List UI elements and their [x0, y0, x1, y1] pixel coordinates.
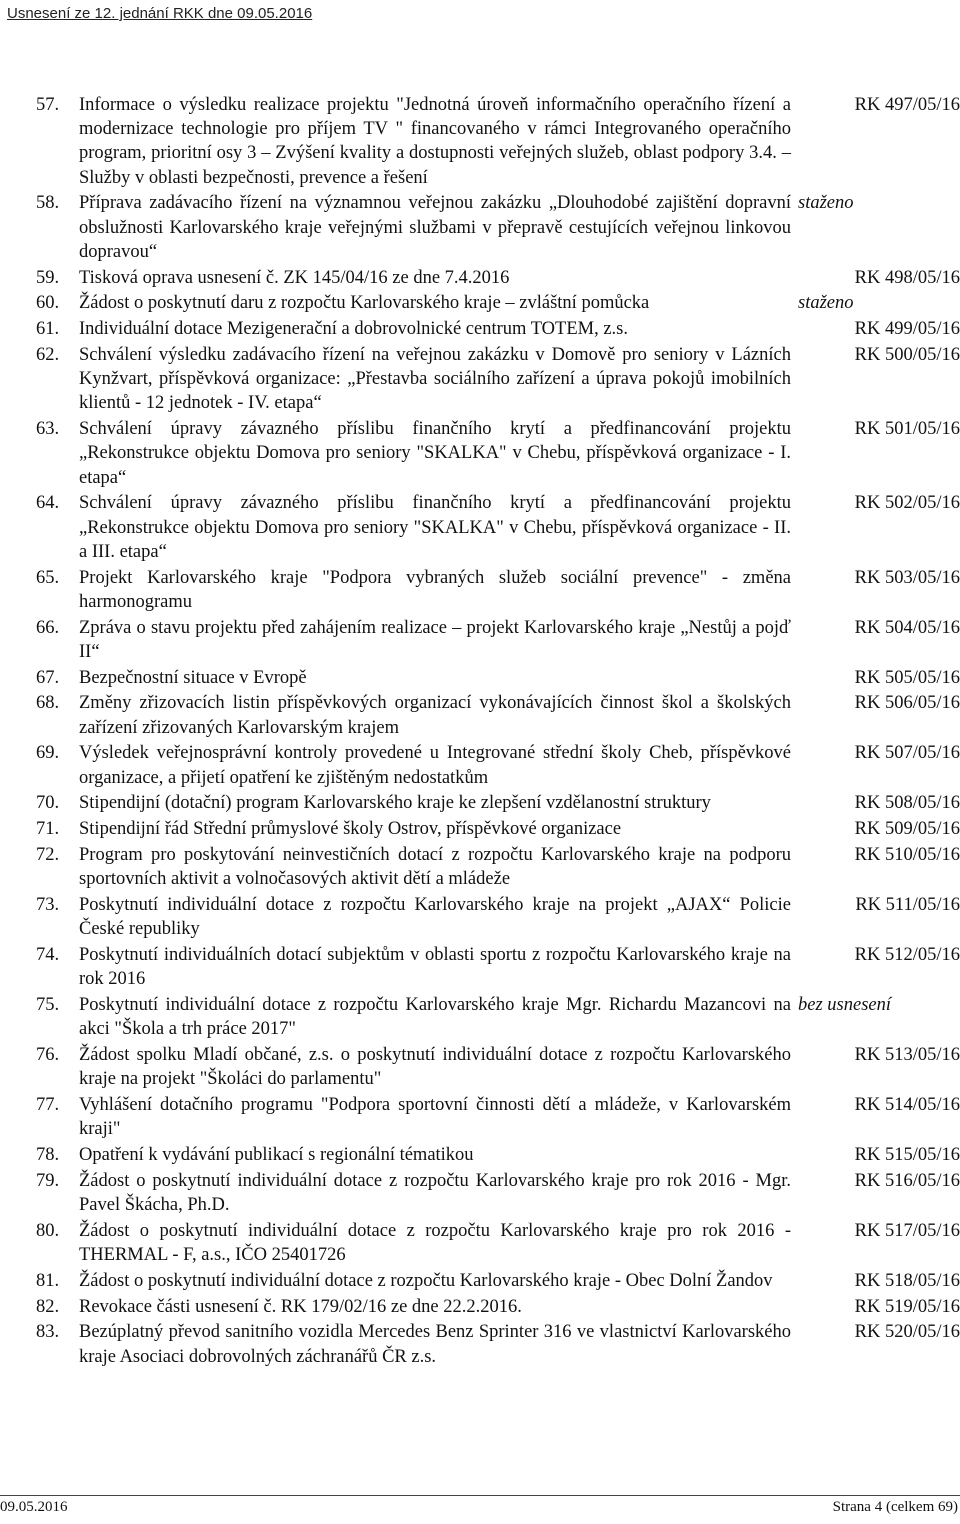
list-item: [36, 317, 960, 341]
item-text: Projekt Karlovarského kraje "Podpora vybraných služeb sociální prevence" - změna harmonogramu: [79, 567, 791, 612]
list-item: [36, 1219, 960, 1267]
item-resolution-ref: RK 513/05/16: [854, 1045, 960, 1065]
item-text: Schválení úpravy závazného příslibu finančního krytí a předfinancování projektu „Rekonstrukce objektu Domova pro seniory "SKALKA" v Chebu, příspěvková organizace - II. a III. etapa“: [79, 493, 791, 562]
item-resolution-ref: RK 517/05/16: [854, 1220, 960, 1241]
item-text: Žádost spolku Mladí občané, z.s. o poskytnutí individuální dotace z rozpočtu Karlovarského kraje na projekt "Školáci do parlamentu": [79, 1045, 791, 1090]
item-text: Příprava zadávacího řízení na významnou veřejnou zakázku „Dlouhodobé zajištění dopravní obslužnosti Karlovarského kraje veřejnými službami v přepravě cestujících veřejnou linkovou dopravou“: [79, 193, 791, 262]
item-text: Schválení úpravy závazného příslibu finančního krytí a předfinancování projektu „Rekonstrukce objektu Domova pro seniory "SKALKA" v Chebu, příspěvková organizace - I. etapa“: [79, 419, 791, 488]
item-number: 66.: [36, 617, 60, 638]
item-number: 64.: [36, 493, 60, 514]
item-number: 60.: [36, 293, 60, 314]
footer-date: 09.05.2016: [0, 1499, 68, 1515]
list-item: [36, 1295, 960, 1319]
item-number: 79.: [36, 1170, 60, 1191]
item-number: 75.: [36, 995, 60, 1015]
item-text: Revokace části usnesení č. RK 179/02/16 ze dne 22.2.2016.: [79, 1296, 522, 1317]
list-item: [36, 417, 960, 490]
item-text: Schválení výsledku zadávacího řízení na veřejnou zakázku v Domově pro seniory v Lázních Kynžvart, příspěvková organizace: „Přestavba sociálního zařízení a úprava pokojů imobilních klientů - 12 jednotek - IV. etapa“: [79, 345, 791, 414]
item-text: Informace o výsledku realizace projektu "Jednotná úroveň informačního operačního řízení a modernizace technologie pro příjem TV " financovaného v rámci Integrovaného operačního program, prioritní osy 3 – Zvýšení kvality a dostupnosti veřejných služeb, oblast podpory 3.4. – Služby v oblasti bezpečnosti, prevence a řešení: [79, 95, 791, 188]
item-resolution-ref: RK 505/05/16: [854, 667, 960, 688]
item-number: 69.: [36, 743, 60, 764]
item-resolution-ref: RK 516/05/16: [854, 1170, 960, 1191]
item-text: Tisková oprava usnesení č. ZK 145/04/16 ze dne 7.4.2016: [79, 267, 510, 288]
list-item: [36, 691, 960, 739]
item-number: 63.: [36, 419, 60, 440]
item-number: 73.: [36, 895, 60, 915]
list-item: [36, 93, 960, 190]
list-item: [36, 943, 960, 991]
item-text: Individuální dotace Mezigenerační a dobrovolnické centrum TOTEM, z.s.: [79, 319, 629, 340]
item-resolution-ref: RK 502/05/16: [854, 493, 960, 514]
item-text: Výsledek veřejnosprávní kontroly provedené u Integrované střední školy Cheb, příspěvkové organizace, a přijetí opatření ke zjištěným nedostatkům: [79, 743, 791, 788]
item-resolution-ref: RK 497/05/16: [854, 95, 960, 115]
item-resolution-ref: RK 520/05/16: [854, 1322, 960, 1343]
item-text: Stipendijní řád Střední průmyslové školy Ostrov, příspěvkové organizace: [79, 819, 622, 840]
item-resolution-ref: RK 506/05/16: [854, 693, 960, 714]
item-resolution-ref: RK 511/05/16: [855, 895, 960, 915]
item-resolution-ref: RK 504/05/16: [854, 617, 960, 638]
list-item: [36, 1169, 960, 1217]
resolution-list: [36, 93, 960, 1370]
list-item: [36, 343, 960, 416]
list-item: [36, 741, 960, 789]
item-resolution-ref: RK 500/05/16: [854, 345, 960, 365]
item-resolution-ref: RK 509/05/16: [854, 819, 960, 840]
item-number: 57.: [36, 95, 60, 115]
item-number: 70.: [36, 793, 60, 814]
page-header: [0, 0, 960, 30]
item-text: Žádost o poskytnutí individuální dotace z rozpočtu Karlovarského kraje pro rok 2016 - THERMAL - F, a.s., IČO 25401726: [79, 1220, 791, 1265]
list-item: [36, 1320, 960, 1368]
item-text: Žádost o poskytnutí individuální dotace z rozpočtu Karlovarského kraje pro rok 2016 - Mgr. Pavel Škácha, Ph.D.: [79, 1170, 791, 1215]
item-resolution-ref: RK 519/05/16: [854, 1296, 960, 1317]
item-resolution-ref: bez usnesení: [798, 995, 891, 1015]
item-text: Žádost o poskytnutí daru z rozpočtu Karlovarského kraje – zvláštní pomůcka: [79, 293, 650, 314]
item-number: 72.: [36, 845, 60, 865]
item-resolution-ref: RK 507/05/16: [854, 743, 960, 764]
page-footer: [0, 1495, 960, 1524]
item-number: 67.: [36, 667, 60, 688]
item-resolution-ref: RK 499/05/16: [854, 319, 960, 340]
list-item: [36, 843, 960, 891]
header-title: Usnesení ze 12. jednání RKK dne 09.05.2016: [7, 5, 313, 22]
item-text: Poskytnutí individuální dotace z rozpočtu Karlovarského kraje Mgr. Richardu Mazancovi na akci "Škola a trh práce 2017": [79, 995, 791, 1040]
item-resolution-ref: staženo: [798, 293, 854, 314]
item-text: Program pro poskytování neinvestičních dotací z rozpočtu Karlovarského kraje na podporu sportovních aktivit a volnočasových aktivit dětí a mládeže: [79, 845, 791, 890]
list-item: [36, 666, 960, 690]
item-number: 82.: [36, 1296, 60, 1317]
list-item: [36, 817, 960, 841]
item-number: 80.: [36, 1220, 60, 1241]
item-number: 58.: [36, 193, 60, 214]
item-text: Poskytnutí individuální dotace z rozpočtu Karlovarského kraje na projekt „AJAX“ Policie České republiky: [79, 895, 791, 940]
list-item: [36, 291, 960, 315]
list-item: [36, 1143, 960, 1167]
item-text: Změny zřizovacích listin příspěvkových organizací vykonávajících činnost škol a školských zařízení zřizovaných Karlovarským krajem: [79, 693, 791, 738]
item-resolution-ref: RK 498/05/16: [854, 267, 960, 288]
list-item: [36, 1093, 960, 1141]
list-item: [36, 266, 960, 290]
item-text: Vyhlášení dotačního programu "Podpora sportovní činnosti dětí a mládeže, v Karlovarském kraji": [79, 1095, 791, 1140]
list-item: [36, 893, 960, 941]
item-number: 59.: [36, 267, 60, 288]
item-text: Poskytnutí individuálních dotací subjektům v oblasti sportu z rozpočtu Karlovarského kraje na rok 2016: [79, 945, 791, 990]
item-resolution-ref: RK 510/05/16: [854, 845, 960, 865]
item-number: 81.: [36, 1270, 60, 1291]
item-number: 83.: [36, 1322, 60, 1343]
item-resolution-ref: RK 515/05/16: [854, 1145, 960, 1165]
item-number: 62.: [36, 345, 60, 365]
list-item: [36, 491, 960, 564]
item-text: Zpráva o stavu projektu před zahájením realizace – projekt Karlovarského kraje „Nestůj a pojď II“: [79, 617, 791, 662]
list-item: [36, 791, 960, 815]
list-item: [36, 616, 960, 664]
item-text: Bezúplatný převod sanitního vozidla Mercedes Benz Sprinter 316 ve vlastnictví Karlovarského kraje Asociaci dobrovolných záchranářů ČR z.s.: [79, 1322, 791, 1367]
item-resolution-ref: staženo: [798, 193, 854, 214]
item-resolution-ref: RK 508/05/16: [854, 793, 960, 814]
item-resolution-ref: RK 518/05/16: [854, 1270, 960, 1291]
list-item: [36, 191, 960, 264]
item-resolution-ref: RK 512/05/16: [854, 945, 960, 965]
item-number: 78.: [36, 1145, 60, 1165]
list-item: [36, 566, 960, 614]
footer-page-number: Strana 4 (celkem 69): [832, 1499, 958, 1515]
item-number: 71.: [36, 819, 60, 840]
item-number: 76.: [36, 1045, 60, 1065]
item-text: Bezpečnostní situace v Evropě: [79, 667, 307, 688]
item-number: 68.: [36, 693, 60, 714]
list-item: [36, 993, 960, 1041]
item-number: 65.: [36, 567, 60, 588]
item-resolution-ref: RK 501/05/16: [854, 419, 960, 440]
list-item: [36, 1043, 960, 1091]
list-item: [36, 1269, 960, 1293]
item-number: 74.: [36, 945, 60, 965]
item-text: Opatření k vydávání publikací s regionální tématikou: [79, 1145, 474, 1165]
item-resolution-ref: RK 503/05/16: [854, 567, 960, 588]
item-text: Žádost o poskytnutí individuální dotace z rozpočtu Karlovarského kraje - Obec Dolní Žandov: [79, 1270, 773, 1291]
item-number: 61.: [36, 319, 60, 340]
item-resolution-ref: RK 514/05/16: [854, 1095, 960, 1115]
item-number: 77.: [36, 1095, 60, 1115]
item-text: Stipendijní (dotační) program Karlovarského kraje ke zlepšení vzdělanostní struktury: [79, 793, 711, 814]
